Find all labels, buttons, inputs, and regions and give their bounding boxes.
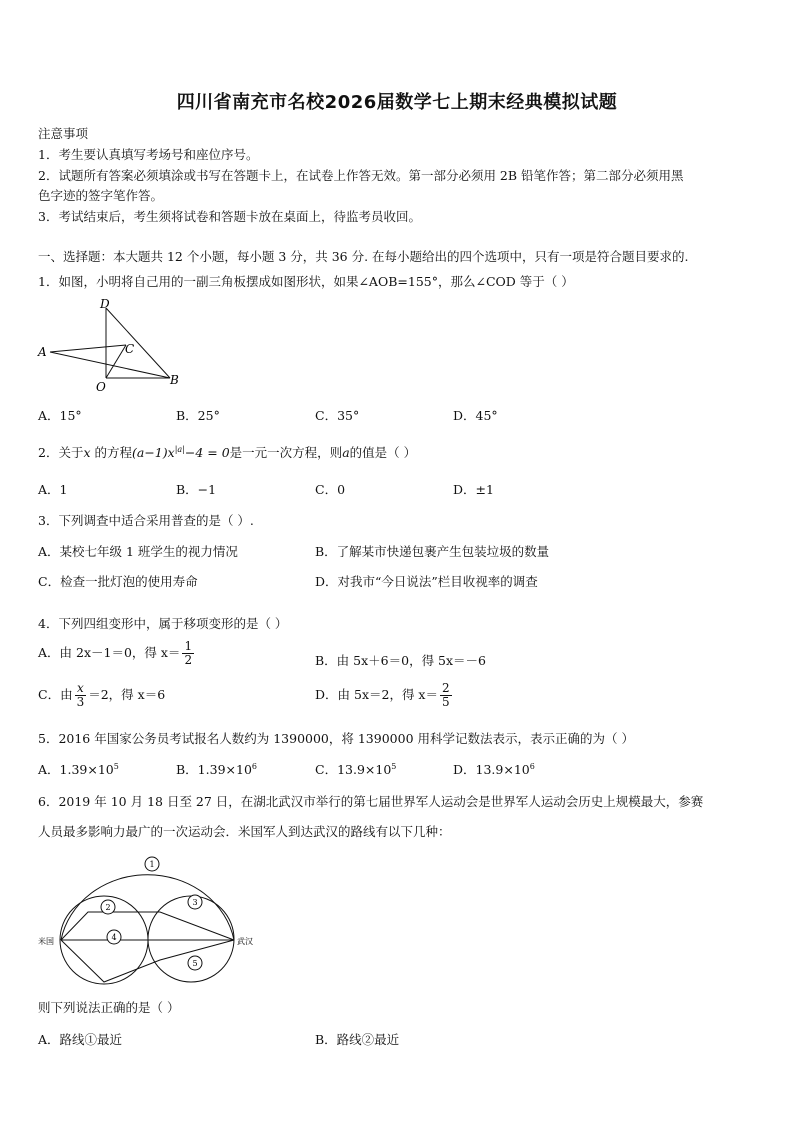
q4-option-a: [38, 640, 196, 667]
q6-option-b: B．路线②最近: [315, 1032, 400, 1047]
q5-option-c-exponent: 5: [391, 761, 397, 771]
q2-equation: [132, 445, 230, 460]
q1-option-c: C．35°: [315, 408, 360, 423]
q5-option-d: [453, 760, 535, 778]
q4-stem: 4．下列四组变形中，属于移项变形的是（ ）: [38, 616, 288, 631]
route-marker-3: 3: [192, 898, 198, 907]
q2-eq-right: −4 = 0: [184, 445, 230, 460]
label-origin-country: 米国: [38, 937, 54, 946]
q1-stem: 1．如图，小明将自己用的一副三角板摆成如图形状，如果∠AOB=155°，那么∠COD 等于（ ）: [38, 274, 574, 289]
q6-route-figure: [36, 852, 276, 992]
q4-option-d-text: D．由 5x＝2，得 x＝: [315, 687, 438, 702]
label-O: O: [96, 380, 106, 394]
fraction-numerator: 2: [441, 681, 450, 695]
q1-triangle-figure: [36, 296, 196, 396]
notice-heading: 注意事项: [38, 126, 89, 141]
q5-option-b-exponent: 6: [251, 761, 257, 771]
fraction-denominator: 2: [184, 653, 193, 667]
route-marker-5: 5: [192, 959, 198, 968]
q3-option-a: A．某校七年级 1 班学生的视力情况: [38, 544, 238, 559]
q2-stem-end: 的值是（ ）: [349, 445, 417, 460]
q3-stem: 3．下列调查中适合采用普查的是（ ）.: [38, 513, 254, 528]
q4-option-d-fraction: [440, 682, 452, 709]
q3-option-c: C．检查一批灯泡的使用寿命: [38, 574, 198, 589]
fraction-numerator: x: [75, 682, 87, 696]
q2-stem-pre: 2．关于: [38, 445, 84, 460]
q2-var-a: a: [342, 445, 350, 460]
route-marker-2: 2: [105, 903, 111, 912]
q2-option-b: B．−1: [176, 482, 217, 497]
q4-option-c-fraction: [75, 682, 87, 709]
label-B: B: [170, 373, 179, 387]
q2-stem-post: 是一元一次方程，则: [229, 445, 343, 460]
q3-option-d: D．对我市“今日说法”栏目收视率的调查: [315, 574, 538, 589]
q4-option-a-text: A．由 2x－1＝0，得 x＝: [38, 645, 181, 660]
page-title: 四川省南充市名校2026届数学七上期末经典模拟试题: [176, 92, 618, 113]
fraction-denominator: 3: [76, 695, 85, 709]
q2-option-d: D．±1: [453, 482, 494, 497]
q4-option-d: [315, 682, 454, 709]
q2-option-a: A．1: [38, 482, 68, 497]
q5-option-a: [38, 760, 119, 778]
notice-item-3: 3．考试结束后，考生须将试卷和答题卡放在桌面上，待监考员收回。: [38, 209, 421, 224]
q5-option-b: [176, 760, 257, 778]
route-marker-1: 1: [149, 860, 155, 869]
q4-option-c: [38, 682, 165, 709]
q2-var-x: x: [83, 445, 91, 460]
q5-option-c-text: C．13.9×10: [315, 762, 392, 777]
q4-option-a-fraction: [182, 640, 194, 667]
q3-option-b: B．了解某市快递包裹产生包装垃圾的数量: [315, 544, 550, 559]
q1-option-a: A．15°: [38, 408, 82, 423]
q5-option-d-text: D．13.9×10: [453, 762, 530, 777]
section-heading: 一、选择题：本大题共 12 个小题，每小题 3 分，共 36 分. 在每小题给出的四个选项中，只有一项是符合题目要求的.: [38, 249, 689, 264]
q5-option-b-text: B．1.39×10: [176, 762, 252, 777]
q6-question: 则下列说法正确的是（ ）: [38, 1000, 180, 1015]
q4-option-c-result: ＝2，得 x＝6: [88, 687, 166, 702]
q1-option-d: D．45°: [453, 408, 498, 423]
q2-stem-mid: 的方程: [90, 445, 132, 460]
fraction-numerator: 1: [184, 639, 193, 653]
q2-stem: [38, 443, 416, 461]
route-marker-4: 4: [111, 933, 117, 942]
label-D: D: [100, 297, 110, 311]
q6-stem: 6．2019 年 10 月 18 日至 27 日，在湖北武汉市举行的第七届世界军人运动会是世界军人运动会历史上规模最大，参赛: [38, 794, 704, 809]
q5-stem: 5．2016 年国家公务员考试报名人数约为 1390000，将 1390000 用科学记数法表示，表示正确的为（ ）: [38, 731, 634, 746]
q1-option-b: B．25°: [176, 408, 220, 423]
label-wuhan: 武汉: [237, 937, 253, 946]
q5-option-c: [315, 760, 396, 778]
label-A: A: [38, 345, 47, 359]
q5-option-a-text: A．1.39×10: [38, 762, 114, 777]
notice-item-2-cont: 色字迹的签字笔作答。: [38, 188, 164, 203]
q6-stem-cont: 人员最多影响力最广的一次运动会．米国军人到达武汉的路线有以下几种：: [38, 824, 451, 839]
fraction-denominator: 5: [441, 695, 450, 709]
q4-option-c-text: C．由: [38, 687, 73, 702]
label-C: C: [125, 342, 135, 356]
q5-option-a-exponent: 5: [113, 761, 119, 771]
q6-option-a: A．路线①最近: [38, 1032, 123, 1047]
q2-eq-exponent: |a|: [174, 444, 185, 454]
notice-item-2: 2．试题所有答案必须填涂或书写在答题卡上，在试卷上作答无效。第一部分必须用 2B 铅笔作答；第二部分必须用黑: [38, 168, 684, 183]
q2-eq-left: (a−1)x: [132, 445, 175, 460]
notice-item-1: 1．考生要认真填写考场号和座位序号。: [38, 147, 259, 162]
q5-option-d-exponent: 6: [529, 761, 535, 771]
q2-option-c: C．0: [315, 482, 346, 497]
q4-option-b: B．由 5x＋6＝0，得 5x＝－6: [315, 653, 486, 668]
